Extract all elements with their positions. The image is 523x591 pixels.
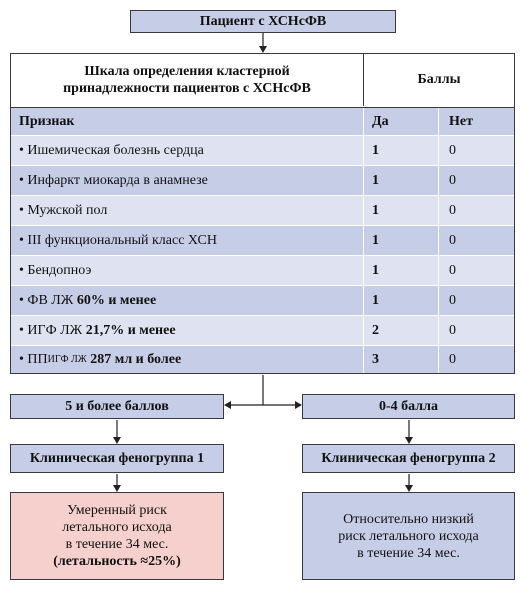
row-label-sub: ИГФ ЛЖ: [47, 354, 87, 365]
row-label: [11, 136, 364, 165]
table-row: [11, 256, 514, 286]
row-yes-value: 1: [372, 292, 379, 308]
row-yes: [364, 256, 439, 285]
left-outcome-line2: летального исхода: [62, 520, 172, 535]
left-group-box: [10, 444, 224, 473]
row-label-text: • Ишемическая болезнь сердца: [19, 142, 204, 158]
row-no: [439, 136, 514, 165]
row-yes-value: 1: [372, 172, 379, 188]
row-no: [439, 316, 514, 345]
col-feature: [11, 108, 364, 135]
right-score-box: [302, 394, 515, 419]
score-header-label: Баллы: [417, 72, 461, 87]
row-no: [439, 286, 514, 315]
left-score-box: [10, 394, 224, 419]
right-outcome-line1: Относительно низкий: [343, 511, 474, 527]
row-yes: [364, 226, 439, 255]
row-no-value: 0: [449, 202, 456, 218]
row-yes: [364, 196, 439, 225]
right-group-label: Клиническая феногруппа 2: [321, 450, 496, 466]
table-colheader-row: [11, 108, 514, 136]
row-yes: [364, 136, 439, 165]
table-row: [11, 136, 514, 166]
row-no-value: 0: [449, 292, 456, 308]
row-label-bold: 287 мл и более: [86, 351, 182, 367]
row-label-text: • ФВ ЛЖ: [19, 292, 77, 308]
row-yes-value: 2: [372, 322, 379, 338]
row-no-value: 0: [449, 262, 456, 278]
right-outcome-box: [302, 492, 515, 580]
row-label-text: • Бендопноэ: [19, 262, 92, 278]
row-label: [11, 226, 364, 255]
left-group-label: Клиническая феногруппа 1: [29, 450, 205, 466]
row-label-bold: 21,7% и менее: [85, 322, 176, 338]
right-outcome-line3: в течение 34 мес.: [357, 545, 460, 561]
left-score-label: 5 и более баллов: [65, 398, 169, 414]
left-outcome-box: [10, 492, 224, 580]
table-title-cell: [11, 54, 364, 106]
row-label: [11, 346, 364, 373]
table-header-row: [11, 54, 514, 107]
row-no: [439, 196, 514, 225]
score-header-cell: [364, 54, 514, 106]
left-outcome-line3: в течение 34 мес.: [65, 537, 169, 552]
row-label-text: • III функциональный класс ХСН: [19, 232, 217, 248]
right-group-box: [302, 444, 515, 473]
table-row: [11, 286, 514, 316]
table-row: [11, 226, 514, 256]
row-no: [439, 226, 514, 255]
col-yes: [364, 108, 439, 135]
row-label: [11, 286, 364, 315]
right-outcome-line2: риск летального исхода: [338, 528, 479, 544]
row-no-value: 0: [449, 322, 456, 338]
row-yes: [364, 316, 439, 345]
score-table: [10, 53, 515, 374]
table-row: [11, 346, 514, 373]
row-label-text: • Инфаркт миокарда в анамнезе: [19, 172, 208, 188]
row-no: [439, 256, 514, 285]
row-no-value: 0: [449, 142, 456, 158]
row-no-value: 0: [449, 172, 456, 188]
row-yes: [364, 346, 439, 373]
col-no: [439, 108, 514, 135]
row-label-text: • Мужской пол: [19, 202, 108, 218]
row-yes-value: 1: [372, 202, 379, 218]
patient-box: [130, 10, 396, 33]
table-row: [11, 166, 514, 196]
table-title-line2: принадлежности пациентов с ХСНсФВ: [63, 81, 311, 96]
row-label: [11, 166, 364, 195]
row-yes-value: 1: [372, 262, 379, 278]
row-yes-value: 1: [372, 232, 379, 248]
row-yes-value: 1: [372, 142, 379, 158]
row-no-value: 0: [449, 232, 456, 248]
row-yes: [364, 286, 439, 315]
row-no: [439, 346, 514, 373]
table-row: [11, 316, 514, 346]
row-label: [11, 316, 364, 345]
col-yes-label: Да: [372, 113, 389, 129]
col-no-label: Нет: [449, 113, 473, 129]
row-label: [11, 256, 364, 285]
table-row: [11, 196, 514, 226]
row-label-text: • ИГФ ЛЖ: [19, 322, 86, 338]
left-outcome-line1: Умеренный риск: [67, 503, 167, 518]
left-outcome-line4: (летальность ≈25%): [53, 554, 181, 569]
col-feature-label: Признак: [19, 113, 75, 129]
table-title-line1: Шкала определения кластерной: [84, 64, 290, 79]
row-no: [439, 166, 514, 195]
row-label: [11, 196, 364, 225]
row-no-value: 0: [449, 351, 456, 367]
row-yes: [364, 166, 439, 195]
row-yes-value: 3: [372, 351, 379, 367]
row-label-bold: 60% и менее: [76, 292, 157, 308]
patient-box-label: Пациент с ХСНсФВ: [199, 13, 327, 29]
right-score-label: 0-4 балла: [379, 398, 438, 414]
row-label-text: • ПП: [19, 351, 48, 367]
